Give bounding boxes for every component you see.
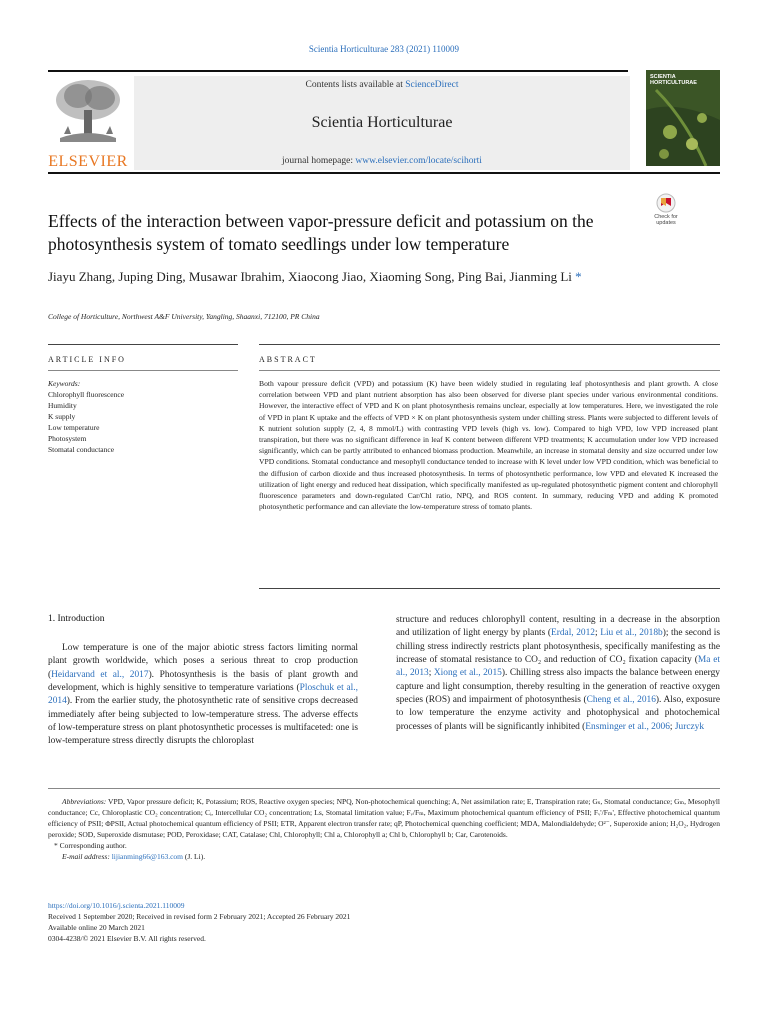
journal-header-box bbox=[134, 76, 630, 170]
citation-link[interactable]: Erdal, 2012 bbox=[551, 628, 595, 639]
badge-label: Check for updates bbox=[654, 214, 678, 226]
abstract-heading: ABSTRACT bbox=[259, 355, 317, 364]
citation-link[interactable]: Xiong et al., 2015 bbox=[433, 668, 502, 679]
keyword-item: Chlorophyll fluorescence bbox=[48, 390, 125, 399]
publisher-name: ELSEVIER bbox=[48, 153, 128, 170]
abstract-end-rule bbox=[259, 588, 720, 589]
author-list bbox=[48, 268, 608, 286]
article-info-heading: ARTICLE INFO bbox=[48, 355, 126, 364]
keyword-item: Photosystem bbox=[48, 434, 87, 443]
keyword-item: Low temperature bbox=[48, 423, 100, 432]
body-text: ). Photosynthesis is the basis of plant growth and development, which is highly sensitive to temperature variations ( bbox=[48, 669, 358, 694]
citation-link[interactable]: Ploschuk et al., 2014 bbox=[48, 683, 358, 707]
email-line bbox=[48, 851, 720, 862]
keyword-item: Stomatal conductance bbox=[48, 445, 115, 454]
keywords-label: Keywords: bbox=[48, 379, 81, 388]
body-text: Low temperature is one of the major abiotic stress factors limiting normal plant growth worldwide, which poses a serious threat to crop production ( bbox=[48, 643, 358, 680]
homepage-prefix: journal homepage: bbox=[282, 156, 356, 166]
contents-line bbox=[134, 80, 630, 90]
footnotes bbox=[48, 796, 720, 862]
keywords-block bbox=[48, 378, 238, 455]
body-text: ). From the earlier study, the photosynthetic rate of sensitive crops decreased immediately after being subjected to low-temperature stress. The adverse effects of low-temperature stress on plant photosynthetic processes is multifaceted: one is low-temperature stress directly disrupts the chloroplast bbox=[48, 696, 358, 747]
citation-link[interactable]: Cheng et al., 2016 bbox=[586, 695, 656, 706]
journal-citation[interactable]: Scientia Horticulturae 283 (2021) 110009 bbox=[308, 44, 460, 54]
authors-text: Jiayu Zhang, Juping Ding, Musawar Ibrahim, Xiaocong Jiao, Xiaoming Song, Ping Bai, Jianming Li bbox=[48, 269, 572, 284]
citation-link[interactable]: Ma et al., 2013 bbox=[396, 655, 720, 679]
journal-title: Scientia Horticulturae bbox=[311, 114, 453, 131]
email-link[interactable]: lijianming66@163.com bbox=[111, 852, 183, 861]
body-text: ). Chilling stress also impacts the balance between energy capture and light consumption, thereby resulting in the generation of reactive oxygen species (ROS) and impairment of photosynthesis ( bbox=[396, 668, 720, 706]
abbreviations-text: VPD, Vapor pressure deficit; K, Potassium; ROS, Reactive oxygen species; NPQ, Non-photochemical quenching; A, Net assimilation rate; E, Transpiration rate; Gₛ, Stomatal conductance; Gₘ, Mesophyll conductance; Cc, Chloroplastic CO₂ concentration; Cᵢ, Intercellular CO₂ concentration; Ls, Stomatal limitation value; Fᵥ/Fₘ, Maximum photochemical quantum efficiency of PSII; Fᵥ'/Fₘ', Effective photochemical quantum efficiency of PSII; ΦPSII, Actual photochemical quantum efficiency of PSII; ETR, Apparent electron transfer rate; qP, Photochemical quenching coefficient; MDA, Malondialdehyde; O²⁻, Superoxide anion; H₂O₂, Hydrogen peroxide; SOD, Superoxide dismutase; POD, Peroxidase; CAT, Catalase; Chl, Chlorophyll; Chl a, Chlorophyll a; Chl b, Chlorophyll b; Car, Carotenoids. bbox=[48, 797, 720, 839]
online-date: Available online 20 March 2021 bbox=[48, 923, 145, 932]
intro-right-column bbox=[396, 614, 720, 734]
citation-link[interactable]: Heidarvand et al., 2017 bbox=[51, 669, 149, 680]
footnote-rule bbox=[48, 788, 720, 789]
citation-link[interactable]: Ensminger et al., 2006 bbox=[585, 721, 670, 732]
journal-cover-image[interactable] bbox=[646, 70, 720, 166]
info-rule-2 bbox=[48, 370, 238, 371]
body-text: ; bbox=[595, 628, 601, 639]
body-text: ; bbox=[428, 668, 434, 679]
body-text: ); the second is chilling stress indirectly restricts plant photosynthesis, specifically manifesting as the increase of stomatal resistance to CO₂ and reduction of CO₂ fixation capacity ( bbox=[396, 628, 720, 666]
intro-left-column bbox=[48, 642, 358, 749]
abstract-rule bbox=[259, 344, 720, 345]
email-label: E-mail address: bbox=[62, 852, 112, 861]
body-text: structure and reduces chlorophyll content, resulting in a decrease in the absorption and utilization of light energy by plants ( bbox=[396, 615, 720, 639]
header-bottom-rule bbox=[48, 172, 720, 174]
contents-prefix: Contents lists available at bbox=[305, 80, 406, 90]
info-rule bbox=[48, 344, 238, 345]
citation-link[interactable]: Liu et al., 2018b bbox=[600, 628, 663, 639]
received-dates: Received 1 September 2020; Received in revised form 2 February 2021; Accepted 26 February 2021 bbox=[48, 912, 351, 921]
keyword-item: Humidity bbox=[48, 401, 77, 410]
check-for-updates-icon bbox=[648, 192, 684, 214]
article-metadata bbox=[48, 900, 720, 944]
email-suffix: (J. Li). bbox=[183, 852, 206, 861]
abbreviations bbox=[48, 796, 720, 840]
corresponding-author-mark[interactable]: * bbox=[571, 269, 582, 284]
article-title: Effects of the interaction between vapor-pressure deficit and potassium on the photosynthesis system of tomato seedlings under low temperature bbox=[48, 211, 594, 254]
keyword-item: K supply bbox=[48, 412, 76, 421]
copyright: 0304-4238/© 2021 Elsevier B.V. All rights reserved. bbox=[48, 934, 206, 943]
section-heading-introduction: 1. Introduction bbox=[48, 614, 105, 624]
corresponding-note: * Corresponding author. bbox=[54, 841, 127, 850]
check-for-updates-badge[interactable] bbox=[648, 192, 684, 228]
elsevier-logo[interactable] bbox=[48, 76, 128, 170]
body-text: ). Also, exposure to low temperature the enzyme activity and photophysical and photochemical processes of plants will be significantly inhibited ( bbox=[396, 695, 720, 732]
header-top-rule bbox=[48, 70, 628, 72]
cover-title: SCIENTIA HORTICULTURAE bbox=[650, 74, 697, 87]
homepage-line bbox=[134, 156, 630, 166]
doi-link[interactable]: https://doi.org/10.1016/j.scienta.2021.110009 bbox=[48, 901, 185, 910]
citation-link[interactable]: Jurczyk bbox=[674, 721, 705, 732]
abstract-text: Both vapour pressure deficit (VPD) and potassium (K) have been widely studied in regulating leaf photosynthesis and plant growth. A close correlation between VPD and plant nutrient absorption has also been observed for diverse plant species under various environmental conditions. However, the interactive effect of VPD and K on plant photosynthesis remains unclear, especially at low temperatures. Here, we investigated the role of VPD in plant K uptake and the effects of VPD × K on plant photosynthesis system under chilling stress. Plants were subjected to different levels of K nutrient solution supply (2, 4, 8 mmol/L) with contrasting VPD levels (high vs. low). Compared to high VPD, low VPD increased plant transpiration, but there was no significant difference in leaf K content between different VPD treatments; K accumulation under low VPD increased significantly, which can be partly attributed to enhanced biomass production. Meanwhile, an increase in stomatal density and size occurred under low VPD conditions. Stomatal conductance and mesophyll conductance tended to increase with K level under low VPD condition, which was beneficial to the diffusion of carbon dioxide and thus increased photosynthesis. In terms of photosynthetic performance, low VPD and elevated K increased the utilization of light energy and reduced heat dissipation, which specifically manifested as up-regulated photosynthetic pigment content and chlorophyll fluorescence parameters and down-regulated Car/Chl ratio, NPQ, and ROS content. In summary, reducing VPD and adding K promoted photosynthetic performance and can alleviate the low-temperature stress of tomato plants. bbox=[259, 379, 718, 512]
abstract-rule-2 bbox=[259, 370, 720, 371]
affiliation: College of Horticulture, Northwest A&F University, Yangling, Shaanxi, 712100, PR China bbox=[48, 312, 320, 321]
body-text: ; bbox=[669, 721, 675, 732]
tree-icon bbox=[48, 76, 128, 148]
sciencedirect-link[interactable]: ScienceDirect bbox=[405, 80, 459, 90]
abbreviations-label: Abbreviations: bbox=[62, 797, 107, 806]
homepage-link[interactable]: www.elsevier.com/locate/scihorti bbox=[355, 156, 482, 166]
